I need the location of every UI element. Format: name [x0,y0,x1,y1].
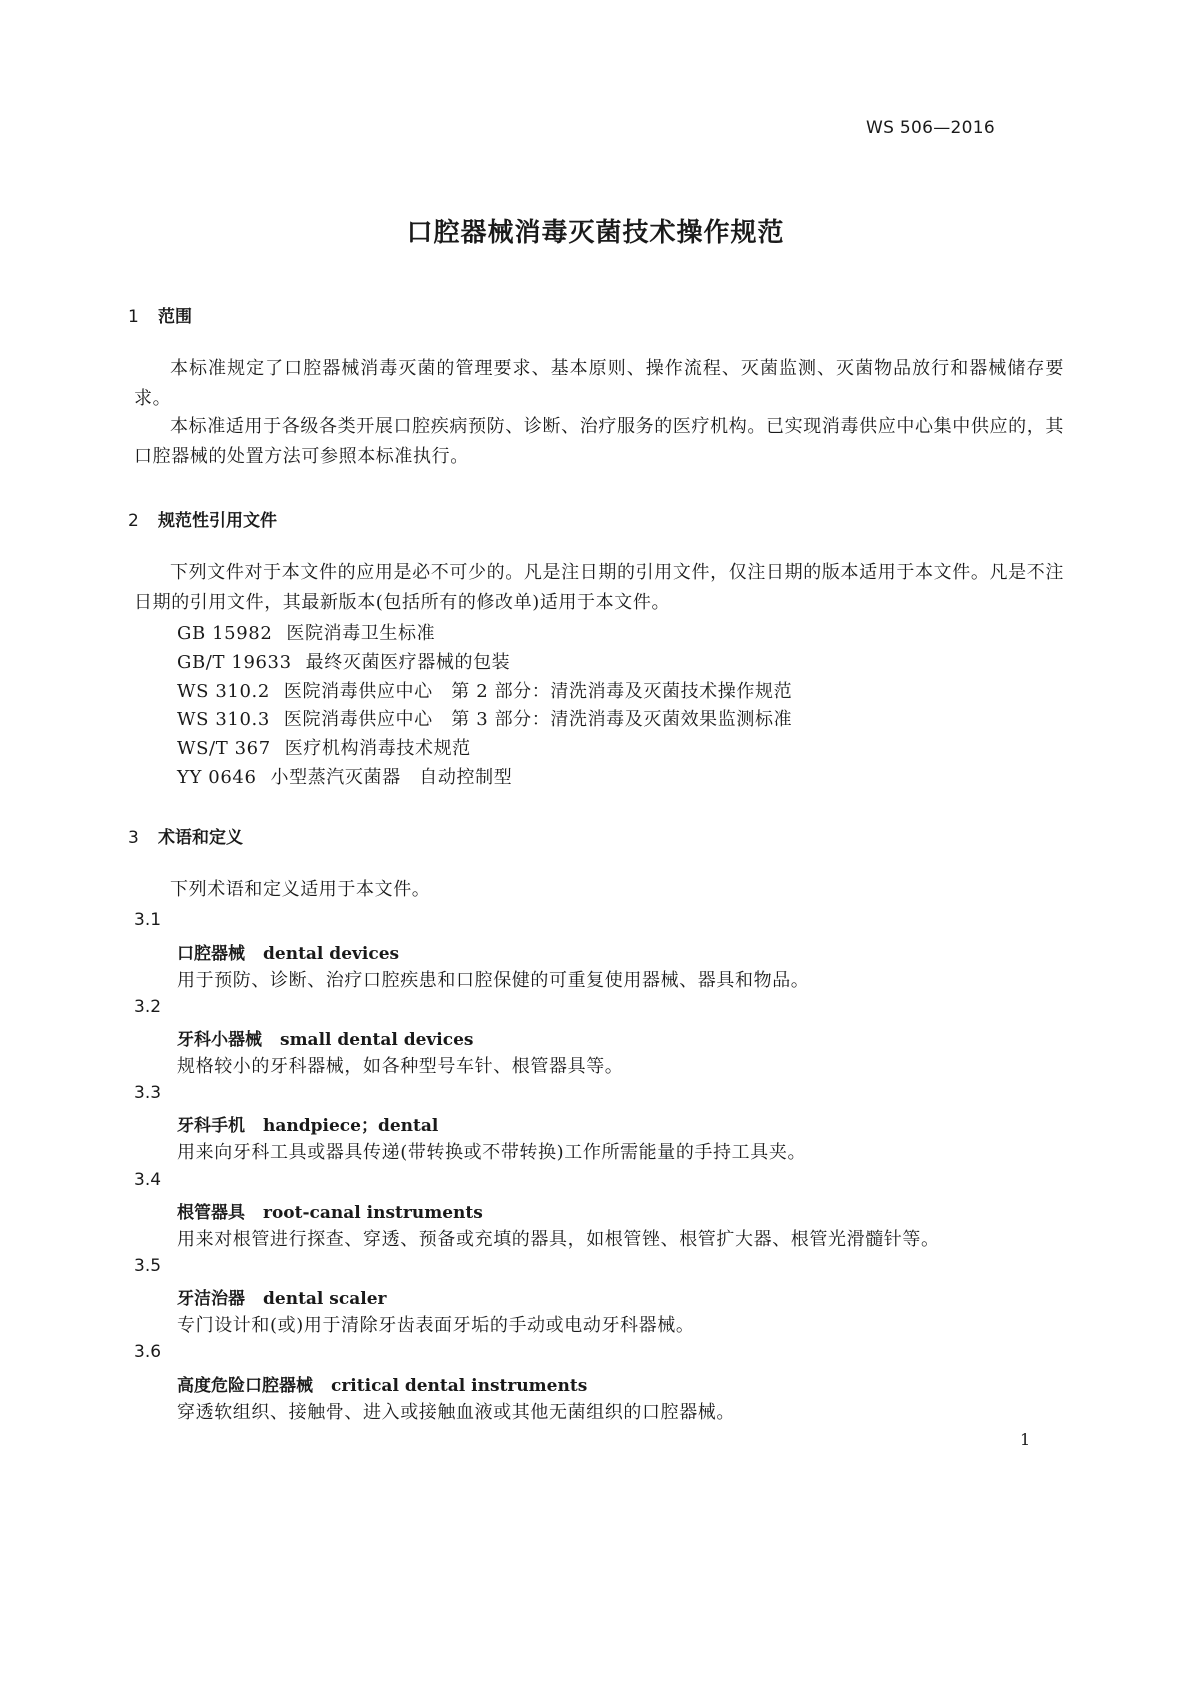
paragraph: 下列术语和定义适用于本文件。 [170,879,431,900]
term-definition: 穿透软组织、接触骨、进入或接触血液或其他无菌组织的口腔器械。 [177,1402,735,1423]
section-title: 术语和定义 [158,828,243,848]
reference-title: 小型蒸汽灭菌器 自动控制型 [270,767,513,788]
term-name-en: root-canal instruments [263,1203,483,1223]
reference-title: 医院消毒卫生标准 [286,623,436,644]
term-name-zh: 根管器具 [177,1203,245,1223]
term-definition: 用来向牙科工具或器具传递(带转换或不带转换)工作所需能量的手持工具夹。 [177,1142,807,1163]
term-name-zh: 牙洁治器 [177,1289,245,1309]
term-definition: 用于预防、诊断、治疗口腔疾患和口腔保健的可重复使用器械、器具和物品。 [177,970,810,991]
term-number: 3.2 [134,997,162,1017]
term-number: 3.1 [134,910,162,930]
reference-title: 医院消毒供应中心 第 2 部分：清洗消毒及灭菌技术操作规范 [283,681,793,702]
term-definition: 专门设计和(或)用于清除牙齿表面牙垢的手动或电动牙科器械。 [177,1315,695,1336]
section-title: 范围 [158,307,192,327]
term-definition: 用来对根管进行探查、穿透、预备或充填的器具，如根管锉、根管扩大器、根管光滑髓针等。 [177,1229,940,1250]
section-2-heading [128,506,277,531]
section-3-heading [128,823,243,848]
term-name-zh: 牙科小器械 [177,1030,262,1050]
term-name-en: dental devices [263,944,400,964]
term-name [177,1025,474,1050]
reference-code: YY 0646 [177,767,257,788]
reference-item [177,705,792,731]
reference-code: WS/T 367 [177,738,271,759]
section-number: 1 [128,307,139,327]
section-1-heading [128,302,192,327]
term-name-zh: 牙科手机 [177,1116,245,1136]
term-name-en: handpiece；dental [263,1116,439,1136]
reference-title: 医院消毒供应中心 第 3 部分：清洗消毒及灭菌效果监测标准 [283,709,793,730]
term-name-zh: 口腔器械 [177,944,245,964]
term-name [177,1284,386,1309]
reference-code: GB 15982 [177,623,273,644]
term-name [177,939,399,964]
reference-code: WS 310.2 [177,681,270,702]
reference-item [177,763,512,789]
term-name-en: dental scaler [263,1289,387,1309]
term-name [177,1371,587,1396]
term-number: 3.5 [134,1256,162,1276]
reference-title: 最终灭菌医疗器械的包装 [305,652,511,673]
document-title: 口腔器械消毒灭菌技术操作规范 [406,218,785,248]
term-name-en: critical dental instruments [331,1376,588,1396]
reference-item [177,619,435,645]
term-name [177,1111,438,1136]
term-name [177,1198,483,1223]
paragraph: 本标准规定了口腔器械消毒灭菌的管理要求、基本原则、操作流程、灭菌监测、灭菌物品放行和器械储存要求。 [134,358,1064,409]
reference-code: WS 310.3 [177,709,270,730]
reference-code: GB/T 19633 [177,652,292,673]
paragraph: 下列文件对于本文件的应用是必不可少的。凡是注日期的引用文件，仅注日期的版本适用于本文件。凡是不注日期的引用文件，其最新版本(包括所有的修改单)适用于本文件。 [134,562,1064,613]
term-name-en: small dental devices [280,1030,474,1050]
paragraph: 本标准适用于各级各类开展口腔疾病预防、诊断、治疗服务的医疗机构。已实现消毒供应中心集中供应的，其口腔器械的处置方法可参照本标准执行。 [134,416,1064,467]
reference-item [177,648,510,674]
document-code: WS 506—2016 [866,118,996,138]
section-title: 规范性引用文件 [158,511,277,531]
page-number: 1 [1020,1430,1031,1449]
reference-title: 医疗机构消毒技术规范 [284,738,471,759]
term-name-zh: 高度危险口腔器械 [177,1376,313,1396]
section-number: 2 [128,511,139,531]
reference-item [177,734,471,760]
term-number: 3.3 [134,1083,162,1103]
term-number: 3.6 [134,1342,162,1362]
reference-item [177,677,792,703]
term-number: 3.4 [134,1170,162,1190]
section-number: 3 [128,828,139,848]
term-definition: 规格较小的牙科器械，如各种型号车针、根管器具等。 [177,1056,624,1077]
